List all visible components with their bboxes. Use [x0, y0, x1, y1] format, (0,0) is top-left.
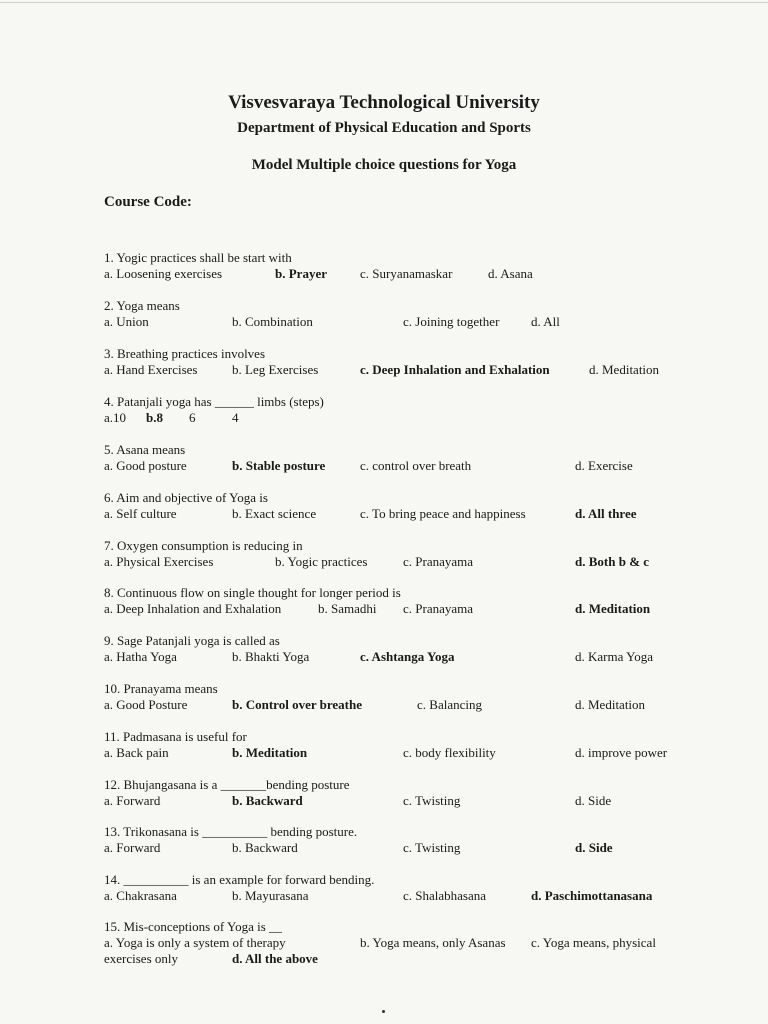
option-a: a. Physical Exercises	[104, 554, 214, 569]
option-c: c. Joining together	[403, 314, 500, 329]
option-d: d. All the above	[232, 951, 318, 966]
question-stem: 6. Aim and objective of Yoga is	[104, 490, 268, 505]
question-stem: 2. Yoga means	[104, 298, 180, 313]
option-a: a. Union	[104, 314, 149, 329]
option-b: b.8	[146, 410, 163, 425]
option-c: c. Deep Inhalation and Exhalation	[360, 362, 550, 377]
option-c: c. Twisting	[403, 840, 461, 855]
option-c: c. body flexibility	[403, 745, 496, 760]
question-stem: 14. __________ is an example for forward bending.	[104, 872, 375, 887]
option-b: b. Yoga means, only Asanas	[360, 935, 506, 950]
question-stem: 9. Sage Patanjali yoga is called as	[104, 633, 280, 648]
option-c: c. Balancing	[417, 697, 482, 712]
option-a: a. Good posture	[104, 458, 187, 473]
question-stem: 3. Breathing practices involves	[104, 346, 266, 361]
option-d: d. Asana	[488, 266, 533, 281]
option-c: c. Pranayama	[403, 554, 474, 569]
option-d: d. Meditation	[589, 362, 660, 377]
option-c: c. control over breath	[360, 458, 472, 473]
option-b: b. Backward	[232, 840, 298, 855]
option-c: c. To bring peace and happiness	[360, 506, 526, 521]
course-code-label: Course Code:	[104, 194, 192, 210]
question-stem: 8. Continuous flow on single thought for longer period is	[104, 585, 401, 600]
department-title: Department of Physical Education and Sports	[237, 120, 531, 136]
question-stem: 13. Trikonasana is __________ bending posture.	[104, 824, 358, 839]
option-d: d. All	[531, 314, 560, 329]
option-d: d. Karma Yoga	[575, 649, 653, 664]
question-stem: 12. Bhujangasana is a _______bending posture	[104, 777, 350, 792]
option-c-continuation: exercises only	[104, 951, 179, 966]
scan-edge-line	[0, 2, 768, 3]
question-stem: 15. Mis-conceptions of Yoga is __	[104, 919, 283, 934]
option-a: a. Forward	[104, 840, 161, 855]
option-c: c. Ashtanga Yoga	[360, 649, 455, 664]
course-code	[104, 194, 192, 211]
question-stem: 10. Pranayama means	[104, 681, 218, 696]
question-stem: 5. Asana means	[104, 442, 186, 457]
option-d: 4	[232, 410, 239, 425]
option-a: a. Back pain	[104, 745, 169, 760]
option-b: b. Prayer	[275, 266, 327, 281]
option-b: b. Meditation	[232, 745, 308, 760]
option-b: b. Exact science	[232, 506, 317, 521]
option-b: b. Leg Exercises	[232, 362, 319, 377]
question-stem: 11. Padmasana is useful for	[104, 729, 247, 744]
option-a: a. Forward	[104, 793, 161, 808]
option-a: a. Loosening exercises	[104, 266, 223, 281]
option-b: b. Bhakti Yoga	[232, 649, 310, 664]
document-subtitle: Model Multiple choice questions for Yoga	[251, 157, 517, 173]
option-d: d. Both b & c	[575, 554, 650, 569]
option-c: c. Shalabhasana	[403, 888, 487, 903]
option-a: a. Hand Exercises	[104, 362, 198, 377]
option-c: c. Pranayama	[403, 601, 474, 616]
question-stem: 1. Yogic practices shall be start with	[104, 250, 292, 265]
question-stem: 7. Oxygen consumption is reducing in	[104, 538, 303, 553]
scan-speck	[382, 1010, 385, 1013]
option-d: d. Meditation	[575, 601, 651, 616]
option-c: c. Twisting	[403, 793, 461, 808]
option-a: a. Deep Inhalation and Exhalation	[104, 601, 282, 616]
option-b: b. Samadhi	[318, 601, 377, 616]
option-d: d. Side	[575, 793, 612, 808]
option-c: c. Suryanamaskar	[360, 266, 453, 281]
option-a: a.10	[104, 410, 127, 425]
option-d: d. Meditation	[575, 697, 646, 712]
option-d: d. improve power	[575, 745, 668, 760]
university-title: Visvesvaraya Technological University	[228, 92, 540, 113]
option-d: d. Paschimottanasana	[531, 888, 653, 903]
option-c: c. Yoga means, physical	[531, 935, 656, 950]
option-b: b. Combination	[232, 314, 313, 329]
option-b: b. Control over breathe	[232, 697, 362, 712]
option-c: 6	[189, 410, 196, 425]
option-b: b. Mayurasana	[232, 888, 309, 903]
option-b: b. Stable posture	[232, 458, 326, 473]
question-stem: 4. Patanjali yoga has ______ limbs (steps)	[104, 394, 324, 409]
option-a: a. Self culture	[104, 506, 177, 521]
option-d: d. Side	[575, 840, 613, 855]
option-d: d. All three	[575, 506, 637, 521]
option-a: a. Hatha Yoga	[104, 649, 177, 664]
option-a: a. Chakrasana	[104, 888, 177, 903]
option-a: a. Good Posture	[104, 697, 188, 712]
option-a: a. Yoga is only a system of therapy	[104, 935, 286, 950]
option-d: d. Exercise	[575, 458, 633, 473]
option-b: b. Backward	[232, 793, 303, 808]
option-b: b. Yogic practices	[275, 554, 368, 569]
